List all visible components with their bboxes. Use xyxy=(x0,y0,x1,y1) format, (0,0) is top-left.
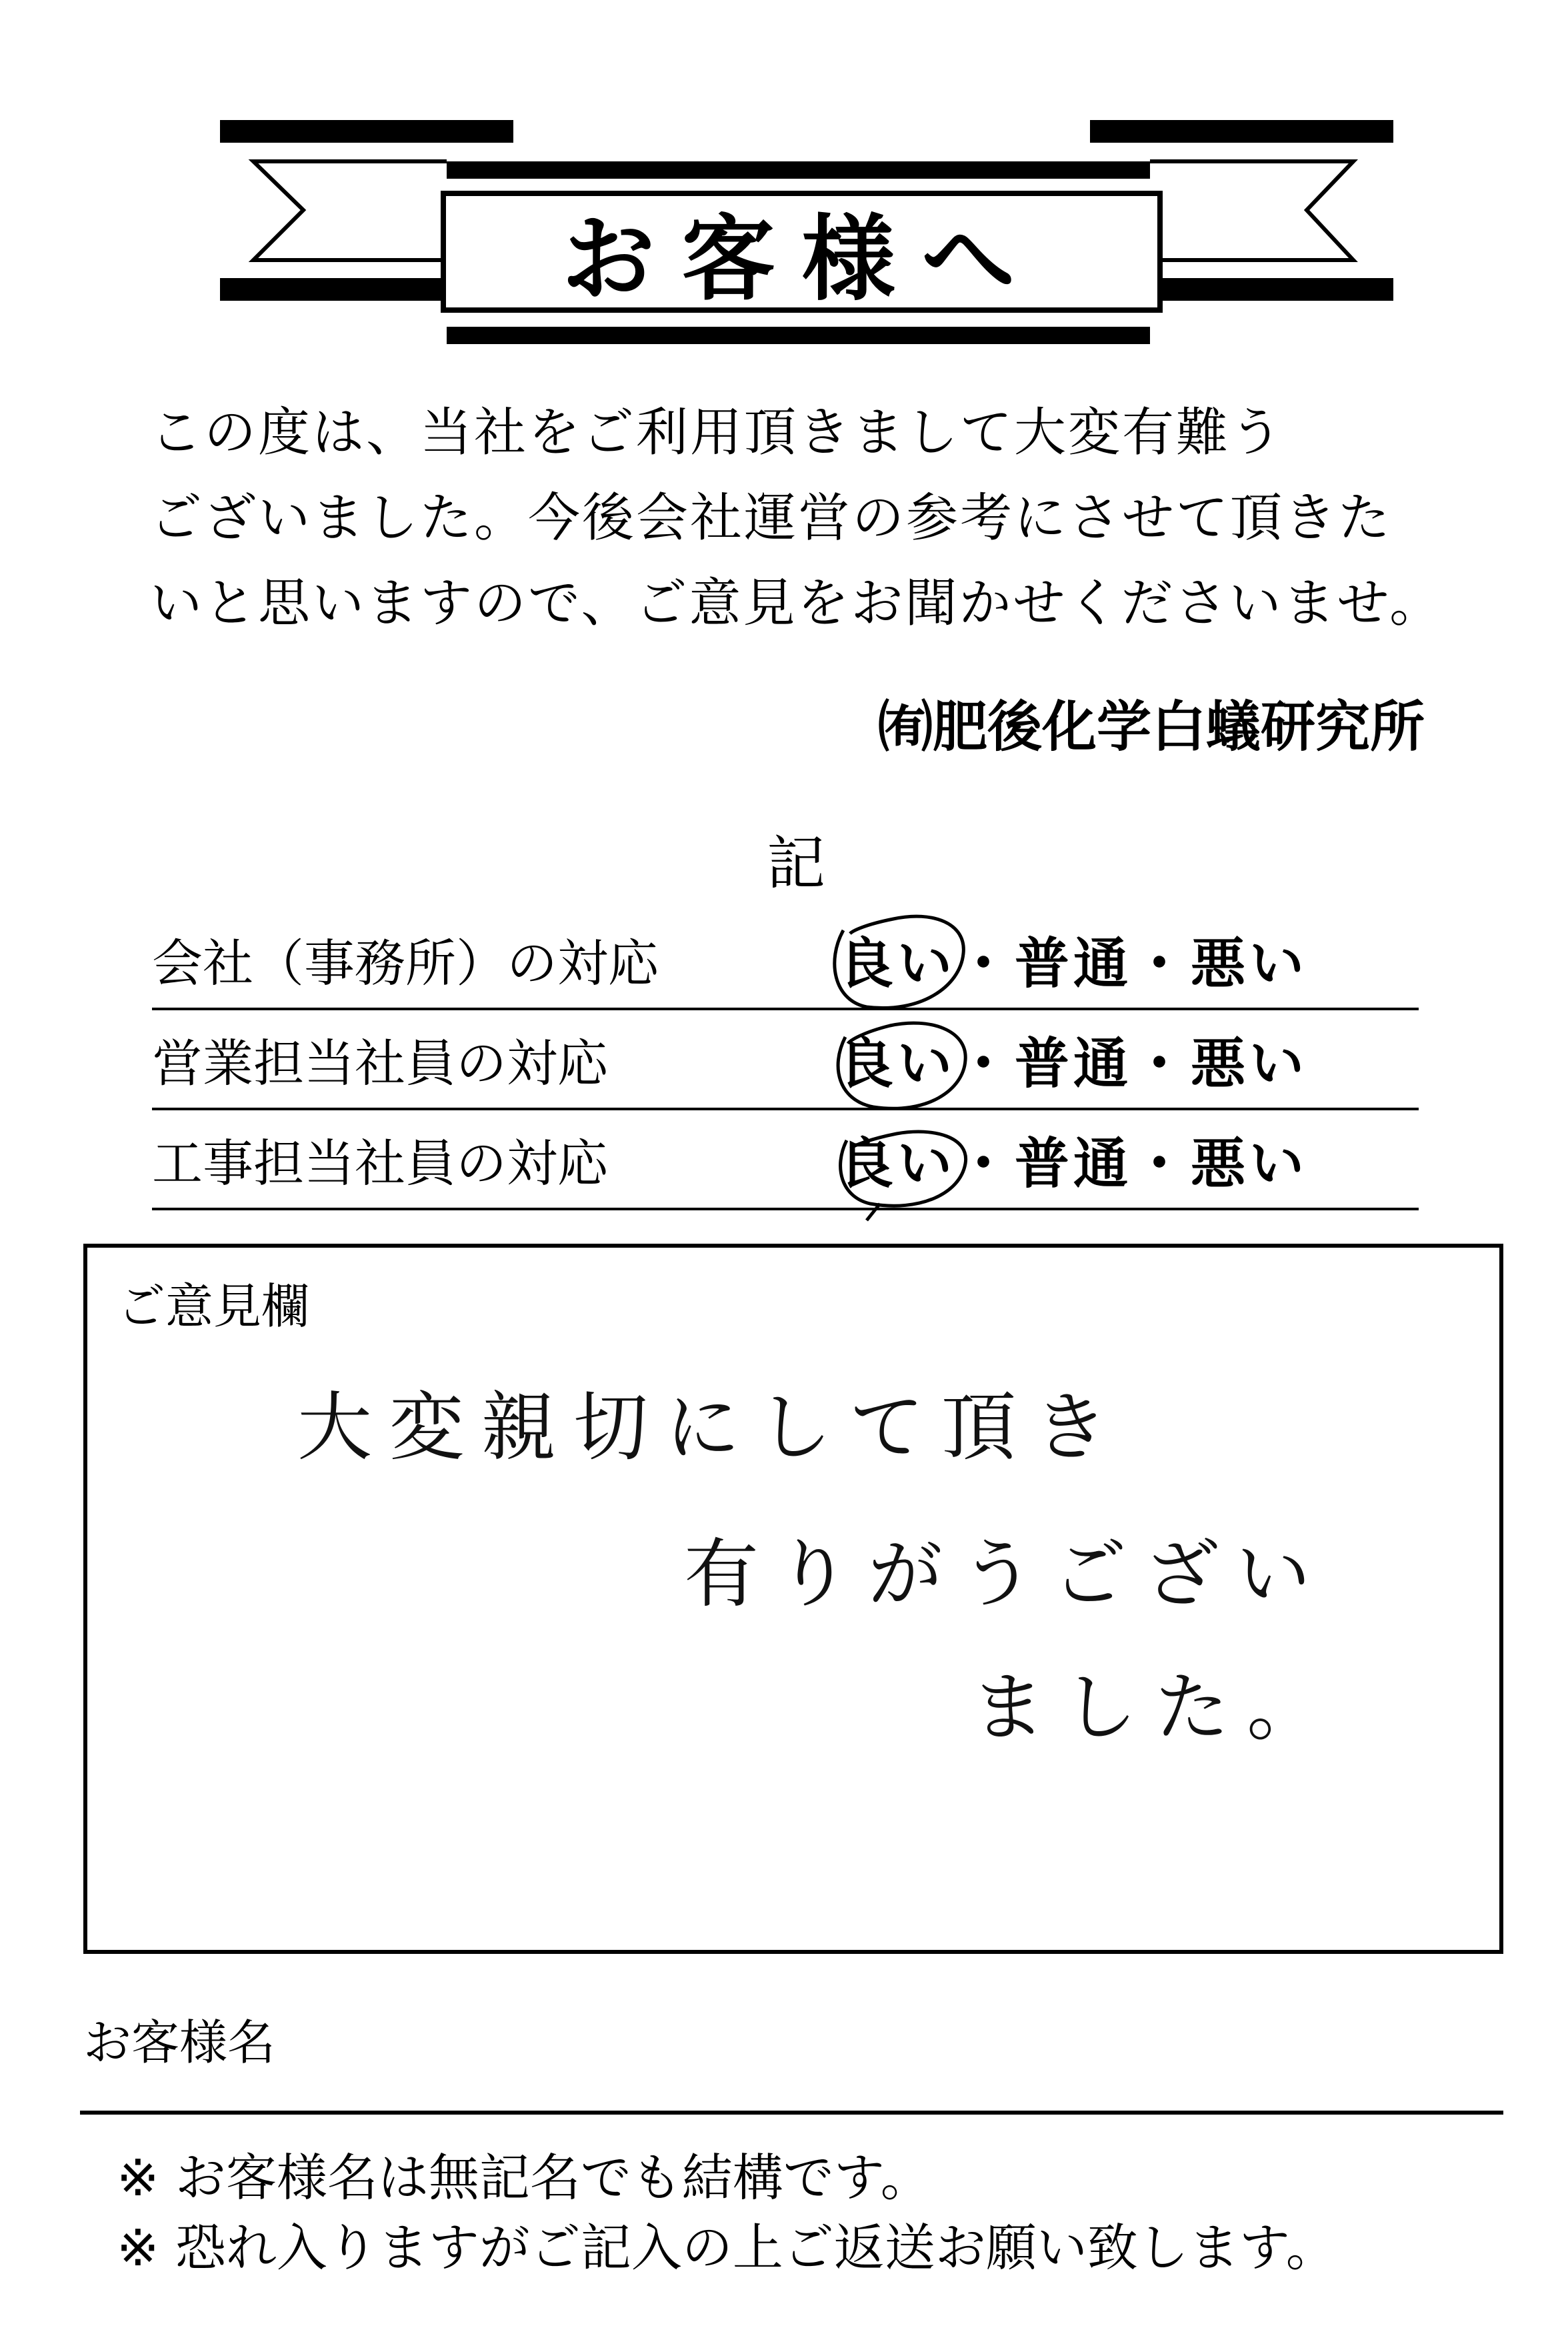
note-line: ※ お客様名は無記名でも結構です。 xyxy=(117,2148,931,2207)
intro-line: この度は、当社をご利用頂きまして大変有難う xyxy=(150,403,1285,463)
ki-heading: 記 xyxy=(767,829,826,898)
rating-options: 良い・普通・悪い xyxy=(839,1132,1309,1196)
customer-name-line[interactable] xyxy=(80,2111,1503,2115)
intro-line: ございました。今後会社運営の参考にさせて頂きた xyxy=(150,488,1393,548)
comment-box[interactable] xyxy=(83,1244,1503,1954)
circle-mark xyxy=(838,1023,965,1108)
rating-options: 良い・普通・悪い xyxy=(839,1032,1309,1096)
handwritten-line: ました。 xyxy=(971,1664,1339,1751)
page-title: お客様へ xyxy=(561,205,1042,314)
circle-mark xyxy=(841,1132,966,1220)
rating-options: 良い・普通・悪い xyxy=(839,932,1309,996)
intro-line: いと思いますので、ご意見をお聞かせくださいませ。 xyxy=(150,573,1444,634)
circle-mark xyxy=(835,916,964,1008)
company-name: ㈲肥後化学白蟻研究所 xyxy=(877,696,1425,759)
handwritten-line: 大変親切にして頂き xyxy=(297,1384,1125,1471)
note-line: ※ 恐れ入りますがご記入の上ご返送お願い致します。 xyxy=(117,2218,1337,2277)
customer-name-label: お客様名 xyxy=(83,2015,276,2071)
rating-label: 工事担当社員の対応 xyxy=(152,1134,608,1193)
rating-label: 営業担当社員の対応 xyxy=(152,1034,608,1093)
rating-label: 会社（事務所）の対応 xyxy=(152,934,659,993)
comment-label: ご意見欄 xyxy=(117,1278,310,1334)
handwritten-line: 有りがうござい xyxy=(684,1531,1328,1618)
